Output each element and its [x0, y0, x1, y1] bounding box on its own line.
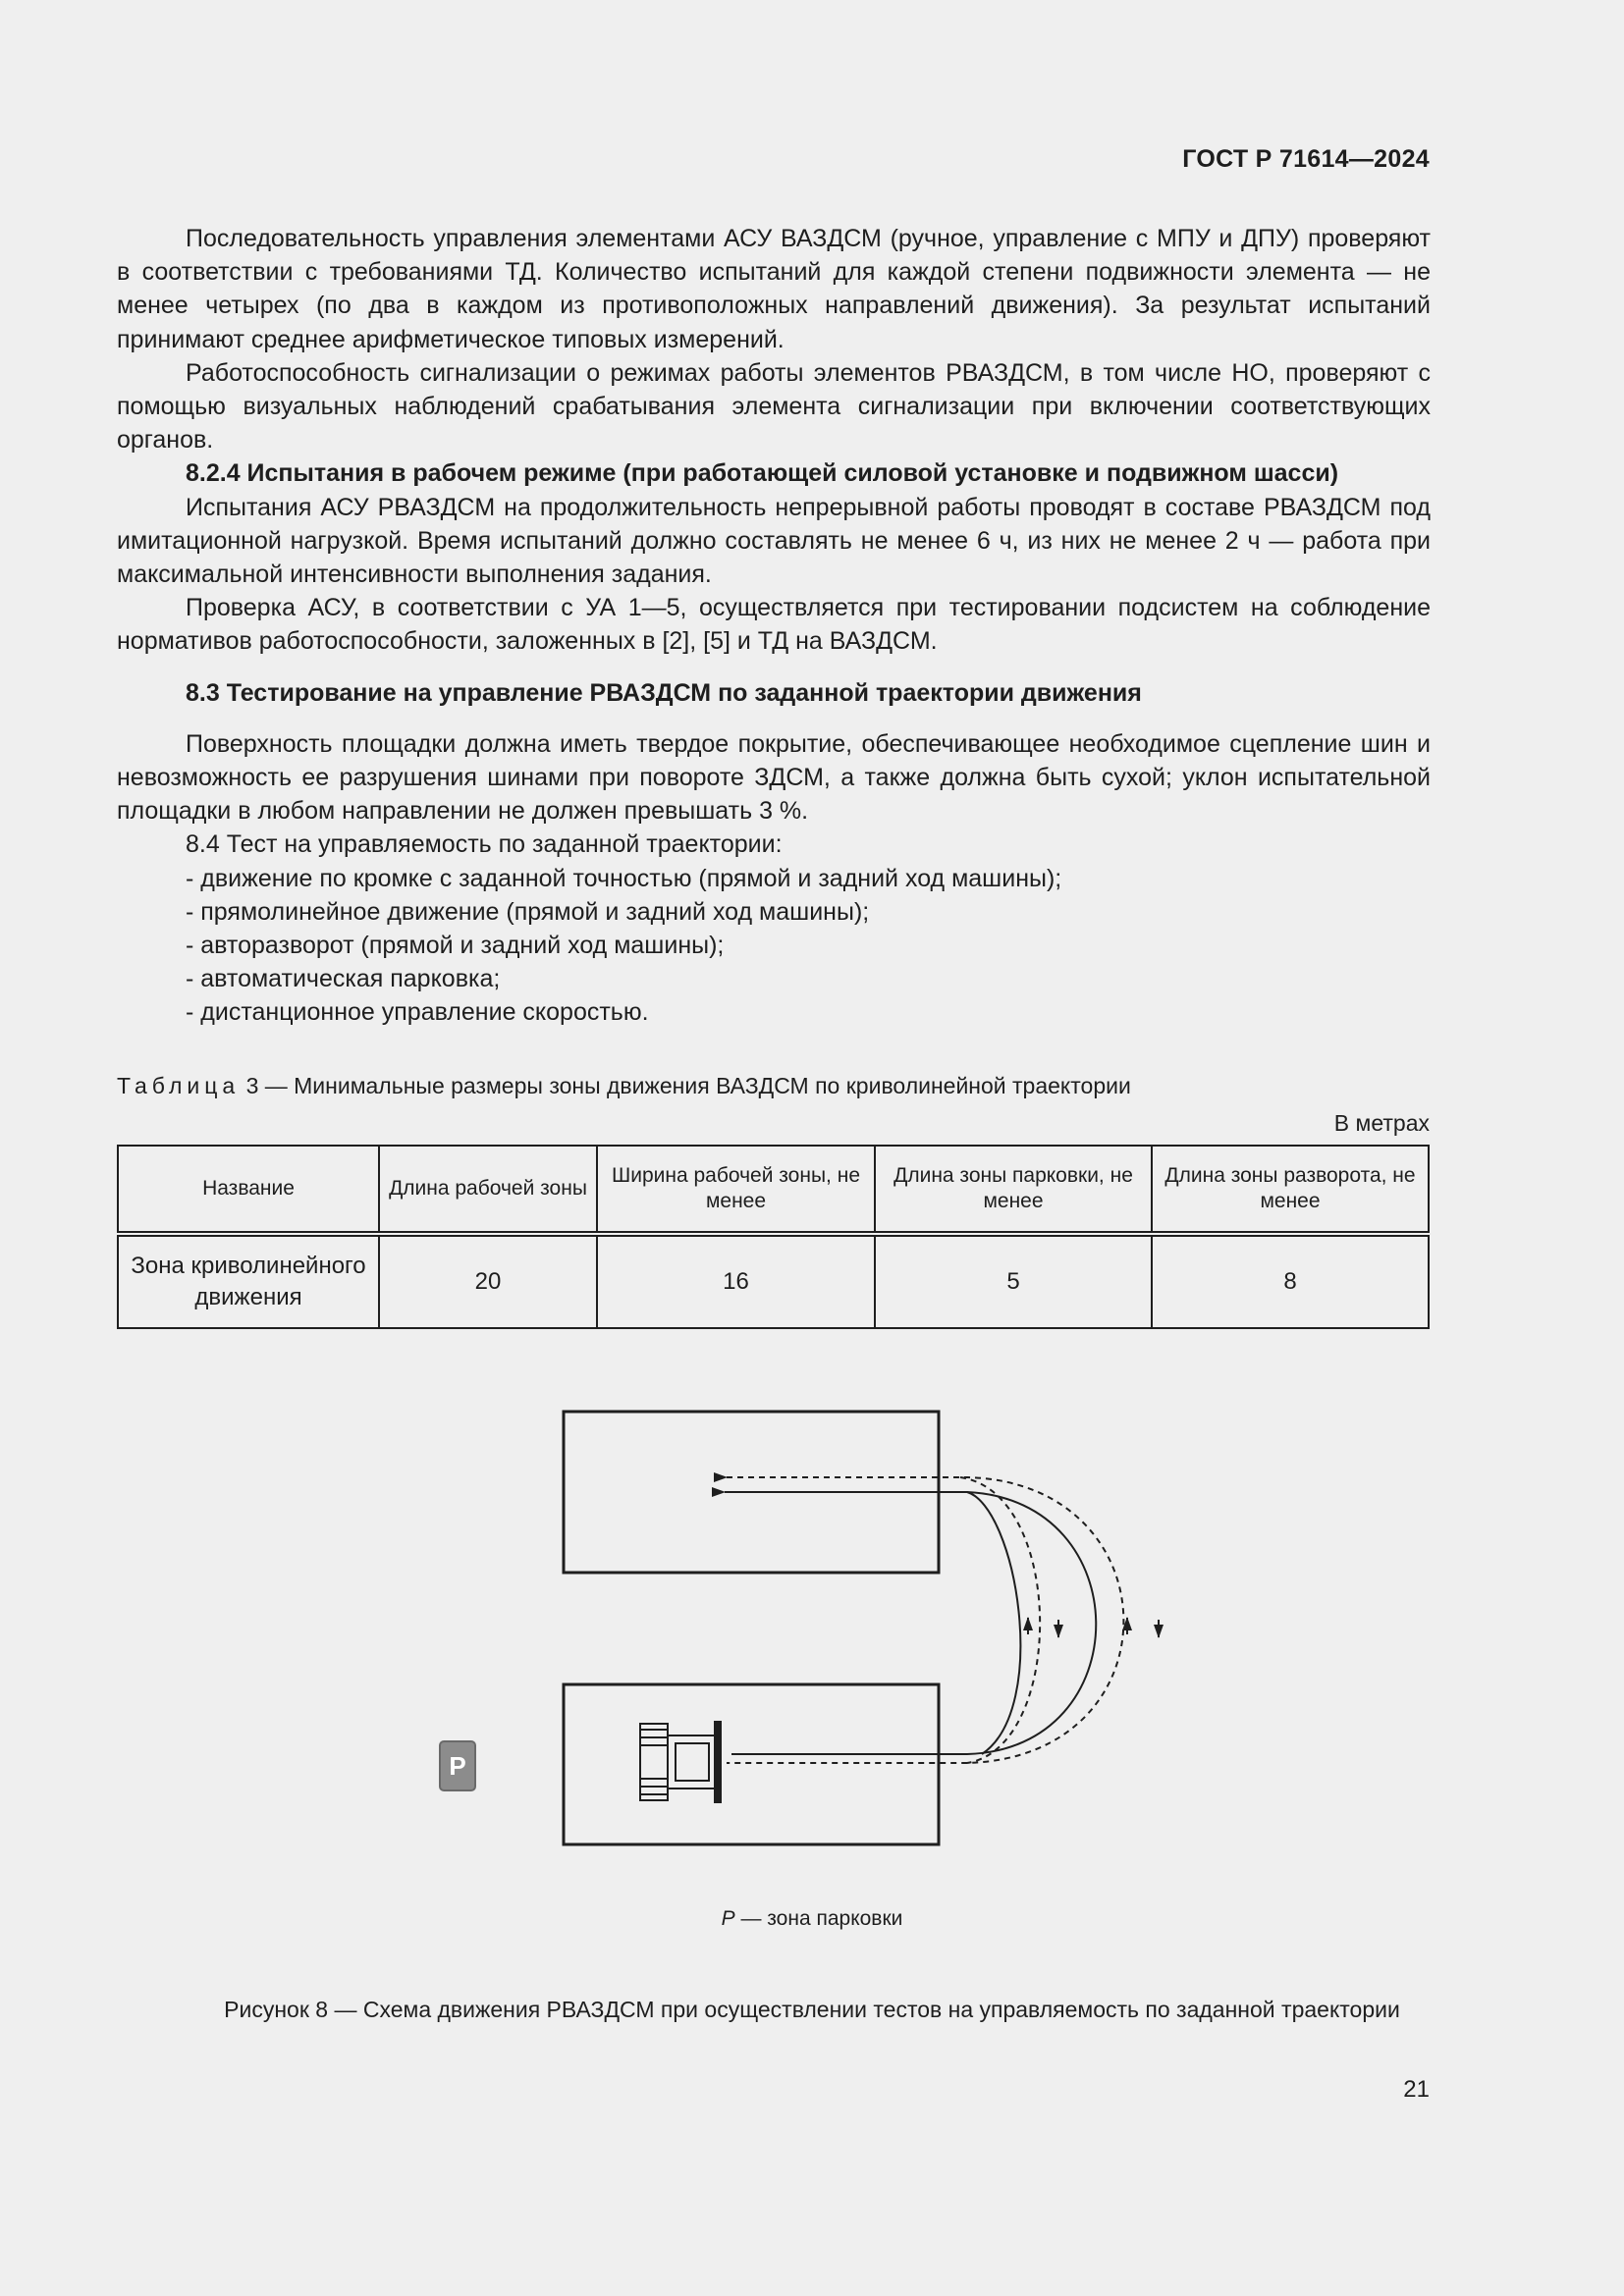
- dimensions-table: [117, 1145, 1430, 1329]
- table-cell: 5: [875, 1234, 1152, 1328]
- table-header-cell: Длина зоны парковки, не менее: [875, 1146, 1152, 1234]
- body-text: [117, 222, 1431, 1030]
- table-cell: 20: [379, 1234, 597, 1328]
- table-header-cell: Название: [118, 1146, 379, 1234]
- parking-zone-icon: P: [439, 1740, 476, 1791]
- list-item: - движение по кромке с заданной точностью (прямой и задний ход машины);: [186, 864, 1062, 892]
- paragraph-continuous-work: Испытания АСУ РВАЗДСМ на продолжительность непрерывной работы проводят в составе РВАЗДСМ под имитационной нагрузкой. Время испытаний должно составлять не менее 6 ч, из них не менее 2 ч — работа при максимальной интенсивности выполнения задания.: [117, 493, 1431, 589]
- table-cell: 16: [597, 1234, 875, 1328]
- table-cell: 8: [1152, 1234, 1429, 1328]
- dashed-trajectory-outer: [727, 1477, 1123, 1763]
- table-caption-label: Таблица: [117, 1073, 241, 1098]
- table-cell: Зона криволинейного движения: [118, 1234, 379, 1328]
- paragraph-acu-check: Проверка АСУ, в соответствии с УА 1—5, осуществляется при тестировании подсистем на соблюдение нормативов работоспособности, заложенных в [2], [5] и ТД на ВАЗДСМ.: [117, 594, 1431, 656]
- table-caption: [117, 1073, 1131, 1099]
- list-item: - дистанционное управление скоростью.: [186, 998, 649, 1027]
- document-code: ГОСТ Р 71614—2024: [1182, 145, 1430, 173]
- table-header-cell: Длина рабочей зоны: [379, 1146, 597, 1234]
- paragraph-8-4: 8.4 Тест на управляемость по заданной траектории:: [186, 830, 783, 859]
- test-list: [117, 862, 1431, 1030]
- table-header-cell: Длина зоны разворота, не менее: [1152, 1146, 1429, 1234]
- machine-icon: [640, 1722, 721, 1802]
- paragraph-signaling: Работоспособность сигнализации о режимах работы элементов РВАЗДСМ, в том числе НО, проверяют с помощью визуальных наблюдений срабатывания элемента сигнализации при включении соответствующих органов.: [117, 358, 1431, 454]
- table-header-row: [118, 1146, 1429, 1234]
- trajectory-diagram: [0, 1374, 1624, 1914]
- heading-8-2-4: 8.2.4 Испытания в рабочем режиме (при работающей силовой установке и подвижном шасси): [186, 459, 1339, 488]
- table-caption-text: 3 — Минимальные размеры зоны движения ВАЗДСМ по криволинейной траектории: [240, 1073, 1131, 1098]
- solid-trajectory-inner: [967, 1492, 1020, 1754]
- figure-legend: [0, 1907, 1624, 1931]
- paragraph-surface: Поверхность площадки должна иметь твердое покрытие, обеспечивающее необходимое сцепление шин и невозможность ее разрушения шинами при повороте ЗДСМ, а также должна быть сухой; уклон испытательной площадки в любом направлении не должен превышать 3 %.: [117, 729, 1431, 826]
- figure-caption: Рисунок 8 — Схема движения РВАЗДСМ при осуществлении тестов на управляемость по заданной траектории: [224, 1997, 1400, 2022]
- legend-text: — зона парковки: [734, 1907, 903, 1930]
- list-item: - прямолинейное движение (прямой и задний ход машины);: [186, 897, 870, 926]
- solid-trajectory-outer: [725, 1492, 1096, 1754]
- paragraph-control-sequence: Последовательность управления элементами АСУ ВАЗДСМ (ручное, управление с МПУ и ДПУ) проверяют в соответствии с требованиями ТД. Количество испытаний для каждой степени подвижности элемента — не менее четырех (по два в каждом из противоположных направлений движения). За результат испытаний принимают среднее арифметическое типовых измерений.: [117, 225, 1431, 353]
- turn-zone-rectangle: [564, 1684, 939, 1844]
- table-row: [118, 1234, 1429, 1328]
- page-number: 21: [1403, 2076, 1430, 2103]
- list-item: - авторазворот (прямой и задний ход машины);: [186, 932, 725, 960]
- heading-8-3: 8.3 Тестирование на управление РВАЗДСМ по заданной траектории движения: [186, 678, 1142, 707]
- table-header-cell: Ширина рабочей зоны, не менее: [597, 1146, 875, 1234]
- legend-symbol: P: [721, 1907, 735, 1930]
- table-units: В метрах: [1333, 1110, 1430, 1136]
- list-item: - автоматическая парковка;: [186, 965, 501, 993]
